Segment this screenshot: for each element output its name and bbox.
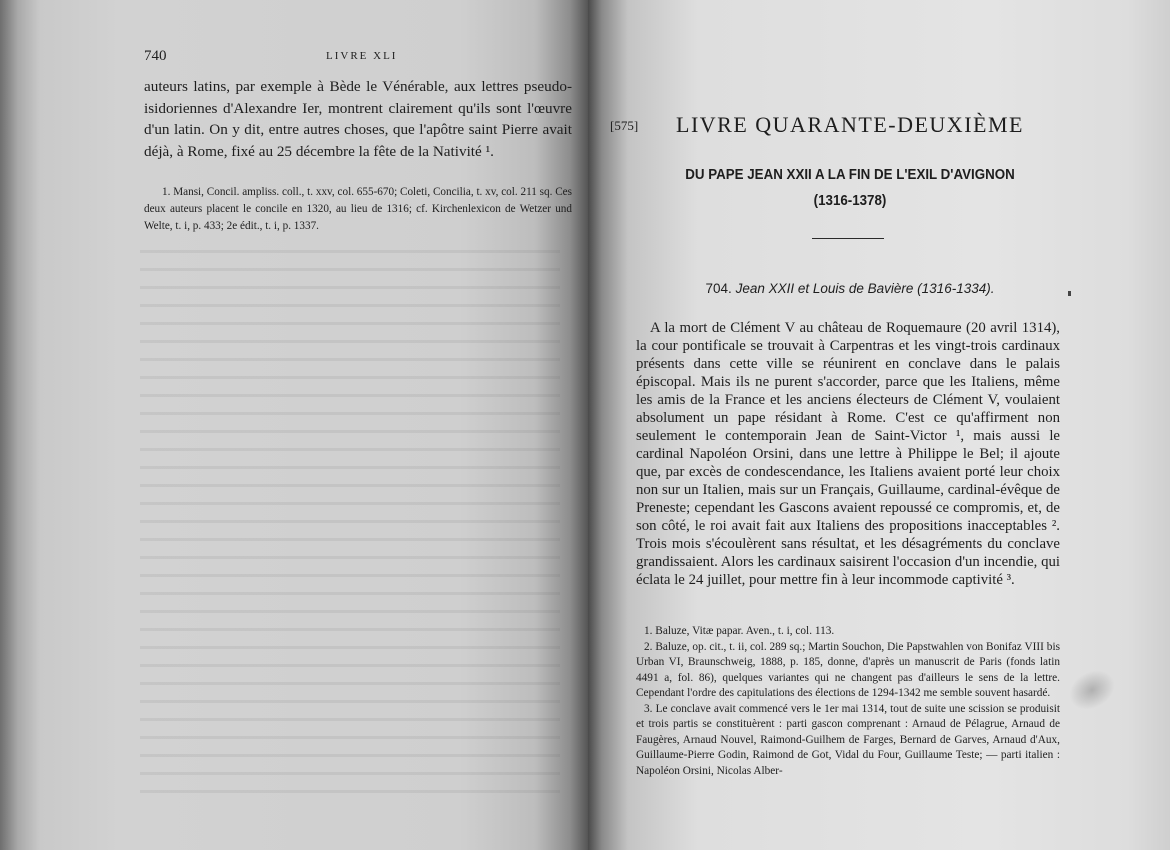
margin-mark [1068, 291, 1071, 296]
chapter-title: LIVRE QUARANTE-DEUXIÈME [676, 112, 1024, 137]
chapter-subtitle-line-2: (1316-1378) [813, 193, 887, 209]
left-running-head [144, 48, 574, 70]
section-title: Jean XXII et Louis de Bavière (1316-1334). [735, 281, 995, 296]
right-footnote-2: 2. Baluze, op. cit., t. ii, col. 289 sq.; Martin Souchon, Die Papstwahlen von Bonifaz VIII bis Urban VI, Braunschweig, 1888, p. 185, donne, d'après un manuscrit de Paris (fonds latin 4491 a, fol. 86), quelques variantes qui ne changent pas d'ailleurs le sens de la lettre. Cependant l'ordre des capitulations des élections de 1294-1342 me semble souvent hasardé. [636, 640, 1060, 699]
right-footnote-1: 1. Baluze, Vitæ papar. Aven., t. i, col. 113. [644, 625, 835, 637]
running-title: LIVRE XLI [326, 50, 398, 62]
right-footnotes [636, 624, 1060, 779]
right-footnote-3: 3. Le conclave avait commencé vers le 1er mai 1314, tout de suite une scission se produisit et trois partis se constituèrent : parti gascon comprenant : Arnaud de Pélagrue, Arnaud de Faugères, Arnaud Nouvel, Raimond-Guilhem de Farges, Bernard de Garves, Arnaud d'Aux, Guillaume-Pierre Godin, Raimond de Got, Vidal du Four, Guillaume Teste; — parti italien : Napoléon Orsini, Nicolas Alber- [636, 702, 1060, 777]
section-heading [640, 281, 1060, 296]
left-footnotes [144, 184, 572, 235]
section-number: 704. [705, 281, 732, 296]
right-paragraph: A la mort de Clément V au château de Roquemaure (20 avril 1314), la cour pontificale se trouvait à Carpentras et les vingt-trois cardinaux présents dans cette ville se réunirent en conclave dans le palais épiscopal. Mais ils ne purent s'accorder, parce que les Italiens, même les amis de la France et les anciens électeurs de Clément V, voulaient absolument un pape résidant à Rome. C'est ce qu'affirment non seulement le contemporain Jean de Saint-Victor ¹, mais aussi le cardinal Napoléon Orsini, dans une lettre à Philippe le Bel; il ajoute que, par excès de condescendance, les Italiens avaient porté leur choix non sur un Italien, mais sur un Français, Guillaume, cardinal-évêque de Preneste; cependant les Gascons avaient repoussé ce compromis, et, de son côté, le roi avait fait aux Italiens des propositions inacceptables ². Trois mois s'écoulèrent sans résultat, et les désagréments du conclave grandissaient. Alors les cardinaux saisirent l'occasion d'un incendie, qui éclata le 24 juillet, pour mettre fin à leur incommode captivité ³. [636, 320, 1060, 588]
chapter-subtitle [648, 162, 1053, 214]
chapter-subtitle-line-1: DU PAPE JEAN XXII A LA FIN DE L'EXIL D'AVIGNON [685, 167, 1015, 183]
page-number: 740 [144, 48, 167, 64]
left-footnote-1: 1. Mansi, Concil. ampliss. coll., t. xxv, col. 655-670; Coleti, Concilia, t. xv, col. 211 sq. Ces deux auteurs placent le concile en 1320, au lieu de 1316; cf. Kirchenlexicon de Wetzer und Welte, t. i, p. 433; 2e édit., t. i, p. 1337. [144, 186, 572, 232]
title-rule [812, 238, 884, 239]
right-body-text [636, 319, 1060, 589]
left-paragraph: auteurs latins, par exemple à Bède le Vénérable, aux lettres pseudo-isidoriennes d'Alexandre Ier, montrent clairement qu'ils sont l'œuvre d'un latin. On y dit, entre autres choses, que l'apôtre saint Pierre avait déjà, à Rome, fixé au 25 décembre la fête de la Nativité ¹. [144, 78, 572, 160]
margin-reference: [575] [610, 118, 639, 133]
left-body-text [144, 76, 572, 162]
show-through-text [140, 240, 560, 800]
